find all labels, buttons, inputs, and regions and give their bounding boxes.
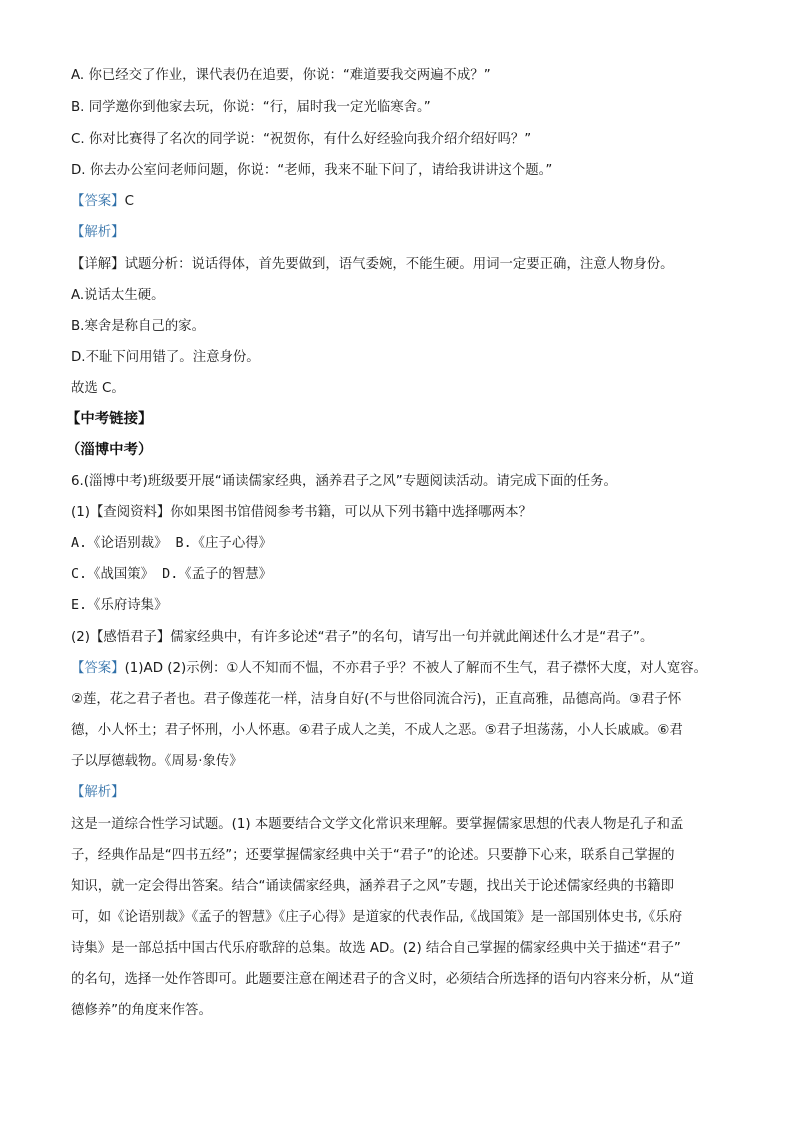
question-part1: (1)【查阅资料】你如果图书馆借阅参考书籍，可以从下列书籍中选择哪两本？ — [71, 505, 532, 520]
analysis6-line: 德修养”的角度来作答。 — [71, 1003, 212, 1018]
answer-tag: 【答案】 — [71, 194, 125, 209]
section-title: 【中考链接】 — [66, 411, 153, 427]
question-stem: 6.(淄博中考)班级要开展“诵读儒家经典，涵养君子之风”专题阅读活动。请完成下面的任务。 — [71, 474, 617, 489]
answer6-row — [71, 659, 707, 679]
answer-value: C — [124, 194, 134, 209]
analysis6-line: 的名句，选择一处作答即可。此题要注意在阐述君子的含义时，必须结合所选择的语句内容来分析，从“道 — [71, 972, 694, 987]
analysis6-line: 子，经典作品是“四书五经”；还要掌握儒家经典中关于“君子”的论述。只要静下心来，联系自己掌握的 — [71, 848, 675, 863]
option-c: C. 你对比赛得了名次的同学说：“祝贺你，有什么好经验向我介绍介绍好吗？” — [71, 132, 532, 147]
choices-line: C.《战国策》 D.《孟子的智慧》 — [71, 567, 272, 582]
analysis-conclusion: 故选 C。 — [71, 381, 125, 396]
analysis-tag: 【解析】 — [71, 225, 125, 240]
detail-row — [71, 255, 674, 275]
section-subtitle: （淄博中考） — [66, 442, 153, 458]
answer6-line: 子以厚德载物。《周易·象传》 — [71, 754, 243, 769]
analysis6-line: 诗集》是一部总括中国古代乐府歌辞的总集。故选 AD。(2) 结合自己掌握的儒家经典中关于描述“君子” — [71, 941, 681, 956]
choices-line: A.《论语别裁》 B.《庄子心得》 — [71, 536, 272, 551]
answer6-line: ②莲，花之君子者也。君子像莲花一样，洁身自好(不与世俗同流合污)，正直高雅，品德高尚。③君子怀 — [71, 692, 682, 707]
analysis-point: A.说话太生硬。 — [71, 288, 165, 303]
answer6-line: 德，小人怀土；君子怀刑，小人怀惠。④君子成人之美，不成人之恶。⑤君子坦荡荡，小人长戚戚。⑥君 — [71, 723, 683, 738]
choices-line: E.《乐府诗集》 — [71, 598, 168, 613]
answer6-text: (1)AD (2)示例：①人不知而不愠，不亦君子乎？不被人了解而不生气，君子襟怀大度，对人宽容。 — [124, 661, 708, 676]
option-a: A. 你已经交了作业，课代表仍在追要，你说：“难道要我交两遍不成？” — [71, 68, 491, 83]
analysis6-line: 可，如《论语别裁》《孟子的智慧》《庄子心得》是道家的代表作品,《战国策》是一部国别体史书,《乐府 — [71, 910, 683, 925]
analysis6-line: 这是一道综合性学习试题。(1) 本题要结合文学文化常识来理解。要掌握儒家思想的代表人物是孔子和孟 — [71, 817, 684, 832]
answer-row — [71, 192, 134, 212]
option-b: B. 同学邀你到他家去玩，你说：“行，届时我一定光临寒舍。” — [71, 100, 431, 115]
option-d: D. 你去办公室问老师问题，你说：“老师，我来不耻下问了，请给我讲讲这个题。” — [71, 163, 553, 178]
analysis-point: D.不耻下问用错了。注意身份。 — [71, 350, 260, 365]
answer6-tag: 【答案】 — [71, 661, 125, 676]
detail-tag: 【详解】 — [71, 257, 125, 272]
analysis6-line: 知识，就一定会得出答案。结合“诵读儒家经典，涵养君子之风”专题，找出关于论述儒家经典的书籍即 — [71, 879, 675, 894]
analysis-point: B.寒舍是称自己的家。 — [71, 319, 205, 334]
question-part2: (2)【感悟君子】儒家经典中，有许多论述“君子”的名句，请写出一句并就此阐述什么才是“君子”。 — [71, 630, 654, 645]
analysis6-tag: 【解析】 — [71, 785, 125, 800]
detail-text: 试题分析：说话得体，首先要做到，语气委婉，不能生硬。用词一定要正确，注意人物身份。 — [124, 257, 674, 272]
